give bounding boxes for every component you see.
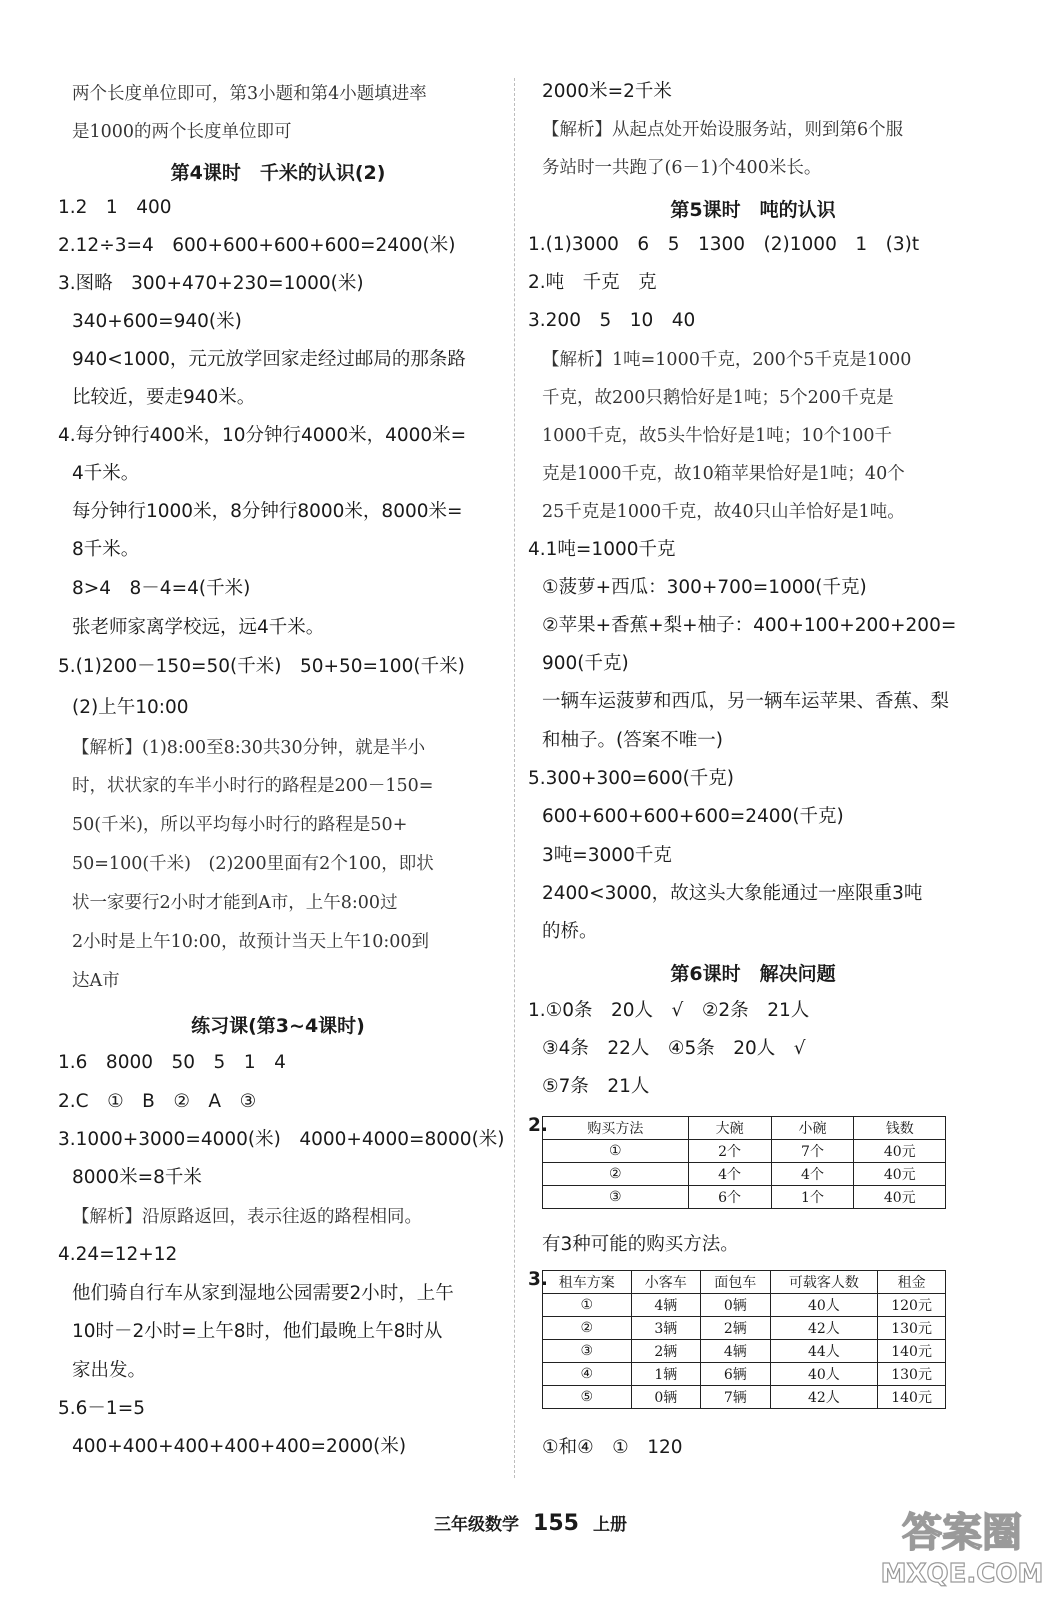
analysis-line: 50(千米)，所以平均每小时行的路程是50+ (72, 815, 408, 835)
answer-line: 张老师家离学校远，远4千米。 (72, 617, 325, 638)
table-row (543, 1186, 946, 1209)
answer-line: 他们骑自行车从家到湿地公园需要2小时，上午 (72, 1283, 454, 1304)
table-row (543, 1340, 946, 1363)
table-row (543, 1140, 946, 1163)
analysis-line: 【解析】(1)8:00至8:30共30分钟，就是半小 (72, 738, 426, 758)
answer-line: 有3种可能的购买方法。 (542, 1234, 739, 1255)
answer-line: (2)上午10:00 (72, 697, 189, 718)
table-header-cell: 钱数 (854, 1117, 946, 1140)
table-header-cell: 小碗 (771, 1117, 854, 1140)
answer-line: 一辆车运菠萝和西瓜，另一辆车运苹果、香蕉、梨 (542, 691, 950, 712)
answer-line: 5.300+300=600(千克) (528, 768, 735, 789)
answer-line: 1.2 1 400 (58, 197, 172, 218)
purchase-table (542, 1116, 946, 1209)
table-header-cell: 面包车 (701, 1271, 770, 1294)
answer-line: 的桥。 (542, 921, 598, 942)
table-cell: 4个 (688, 1163, 771, 1186)
table-header-cell: 小客车 (631, 1271, 700, 1294)
footer-volume: 上册 (592, 1515, 627, 1535)
table-cell: 40元 (854, 1163, 946, 1186)
table-cell: 40元 (854, 1186, 946, 1209)
answer-line: ①和④ ① 120 (542, 1437, 683, 1458)
analysis-line: 25千克是1000千克，故40只山羊恰好是1吨。 (542, 502, 905, 522)
table-cell: 140元 (878, 1340, 946, 1363)
section-heading: 第4课时 千米的认识(2) (170, 162, 386, 184)
table-row (543, 1294, 946, 1317)
answer-line: 3.1000+3000=4000(米) 4000+4000=8000(米) (58, 1129, 505, 1150)
answer-line: 4.每分钟行400米，10分钟行4000米，4000米= (58, 425, 467, 446)
text-line: 两个长度单位即可，第3小题和第4小题填进率 (72, 84, 427, 104)
column-divider (514, 78, 515, 1478)
answer-line: 340+600=940(米) (72, 311, 242, 332)
page-number: 155 (533, 1511, 579, 1536)
table-cell: ② (543, 1317, 632, 1340)
question-number: 2. (528, 1115, 548, 1136)
table-cell: 3辆 (631, 1317, 700, 1340)
answer-line: 3.200 5 10 40 (528, 310, 696, 331)
text-line: 是1000的两个长度单位即可 (72, 122, 292, 142)
table-cell: 120元 (878, 1294, 946, 1317)
analysis-line: 【解析】沿原路返回，表示往返的路程相同。 (72, 1207, 422, 1227)
table-header-row (543, 1117, 946, 1140)
table-cell: 4辆 (701, 1340, 770, 1363)
analysis-line: 状一家要行2小时才能到A市，上午8:00过 (72, 893, 398, 913)
answer-line: 2400<3000，故这头大象能通过一座限重3吨 (542, 883, 923, 904)
table-header-cell: 租金 (878, 1271, 946, 1294)
answer-line: 8千米。 (72, 539, 140, 560)
analysis-line: 【解析】1吨=1000千克，200个5千克是1000 (542, 350, 912, 370)
watermark-text-en: MXQE.COM (880, 1559, 1044, 1589)
answer-line: 4千米。 (72, 463, 140, 484)
answer-line: 2.C ① B ② A ③ (58, 1091, 257, 1112)
table-cell: ① (543, 1294, 632, 1317)
table-cell: ② (543, 1163, 689, 1186)
answer-line: 600+600+600+600=2400(千克) (542, 806, 844, 827)
analysis-line: 【解析】从起点处开始设服务站，则到第6个服 (542, 120, 904, 140)
table-cell: 7辆 (701, 1386, 770, 1409)
answer-line: 8>4 8－4=4(千米) (72, 578, 251, 599)
answer-line: 10时－2小时=上午8时，他们最晚上午8时从 (72, 1321, 443, 1342)
analysis-line: 2小时是上午10:00，故预计当天上午10:00到 (72, 932, 429, 952)
table-cell: 0辆 (631, 1386, 700, 1409)
answer-line: 比较近，要走940米。 (72, 387, 256, 408)
table-cell: 7个 (771, 1140, 854, 1163)
analysis-line: 时，状状家的车半小时行的路程是200－150= (72, 776, 434, 796)
question-number: 3. (528, 1269, 548, 1290)
answer-line: 2.12÷3=4 600+600+600+600=2400(米) (58, 235, 456, 256)
answer-line: ①菠萝+西瓜：300+700=1000(千克) (542, 577, 867, 598)
answer-line: 900(千克) (542, 653, 629, 674)
table-row (543, 1363, 946, 1386)
section-heading: 练习课(第3~4课时) (191, 1015, 365, 1037)
table-cell: 6辆 (701, 1363, 770, 1386)
answer-line: 家出发。 (72, 1360, 147, 1381)
table-cell: 0辆 (701, 1294, 770, 1317)
table-cell: 40元 (854, 1140, 946, 1163)
table-cell: 44人 (770, 1340, 878, 1363)
section-heading: 第5课时 吨的认识 (670, 199, 836, 221)
answer-line: 1.(1)3000 6 5 1300 (2)1000 1 (3)t (528, 234, 920, 255)
table-cell: ③ (543, 1340, 632, 1363)
table-cell: 130元 (878, 1317, 946, 1340)
section-heading: 第6课时 解决问题 (670, 963, 836, 985)
answer-line: 1.①0条 20人 √ ②2条 21人 (528, 1000, 810, 1021)
table-cell: 140元 (878, 1386, 946, 1409)
table-cell: ④ (543, 1363, 632, 1386)
answer-line: ③4条 22人 ④5条 20人 √ (542, 1038, 806, 1059)
answer-line: ⑤7条 21人 (542, 1076, 650, 1097)
watermark-text-cn: 答案圈 (902, 1510, 1022, 1556)
answer-line: 2000米=2千米 (542, 81, 672, 102)
answer-line: 4.1吨=1000千克 (528, 539, 676, 560)
table-row (543, 1163, 946, 1186)
analysis-line: 务站时一共跑了(6－1)个400米长。 (542, 158, 822, 178)
answer-line: 3.图略 300+470+230=1000(米) (58, 273, 364, 294)
table-row (543, 1386, 946, 1409)
table-cell: 1辆 (631, 1363, 700, 1386)
table-cell: 4辆 (631, 1294, 700, 1317)
table-cell: 2辆 (631, 1340, 700, 1363)
table-cell: 130元 (878, 1363, 946, 1386)
table-cell: ① (543, 1140, 689, 1163)
answer-line: 400+400+400+400+400=2000(米) (72, 1436, 407, 1457)
table-cell: 4个 (771, 1163, 854, 1186)
table-header-cell: 租车方案 (543, 1271, 632, 1294)
table-cell: 42人 (770, 1386, 878, 1409)
answer-line: 940<1000，元元放学回家走经过邮局的那条路 (72, 349, 466, 370)
table-cell: 1个 (771, 1186, 854, 1209)
answer-line: 5.6－1=5 (58, 1398, 145, 1419)
table-cell: 2辆 (701, 1317, 770, 1340)
table-cell: 40人 (770, 1363, 878, 1386)
analysis-line: 1000千克，故5头牛恰好是1吨；10个100千 (542, 426, 892, 446)
watermark-logo (877, 1496, 1047, 1592)
answer-line: 5.(1)200－150=50(千米) 50+50=100(千米) (58, 656, 465, 677)
analysis-line: 克是1000千克，故10箱苹果恰好是1吨；40个 (542, 464, 905, 484)
answer-line: 8000米=8千米 (72, 1167, 202, 1188)
answer-line: 1.6 8000 50 5 1 4 (58, 1052, 286, 1073)
table-cell: 6个 (688, 1186, 771, 1209)
table-cell: ③ (543, 1186, 689, 1209)
answer-line: 和柚子。(答案不唯一) (542, 730, 723, 751)
analysis-line: 达A市 (72, 971, 120, 991)
table-header-row (543, 1271, 946, 1294)
analysis-line: 50=100(千米) (2)200里面有2个100，即状 (72, 854, 434, 874)
table-cell: 2个 (688, 1140, 771, 1163)
table-cell: 42人 (770, 1317, 878, 1340)
table-header-cell: 购买方法 (543, 1117, 689, 1140)
table-cell: 40人 (770, 1294, 878, 1317)
table-cell: ⑤ (543, 1386, 632, 1409)
answer-line: 3吨=3000千克 (542, 845, 672, 866)
answer-line: 每分钟行1000米，8分钟行8000米，8000米= (72, 501, 463, 522)
analysis-line: 千克，故200只鹅恰好是1吨；5个200千克是 (542, 388, 894, 408)
answer-line: ②苹果+香蕉+梨+柚子：400+100+200+200= (542, 615, 957, 636)
answer-line: 4.24=12+12 (58, 1244, 178, 1265)
rental-table (542, 1270, 946, 1409)
table-header-cell: 可载客人数 (770, 1271, 878, 1294)
table-header-cell: 大碗 (688, 1117, 771, 1140)
answer-line: 2.吨 千克 克 (528, 272, 657, 293)
table-row (543, 1317, 946, 1340)
footer-grade: 三年级数学 (434, 1515, 520, 1535)
